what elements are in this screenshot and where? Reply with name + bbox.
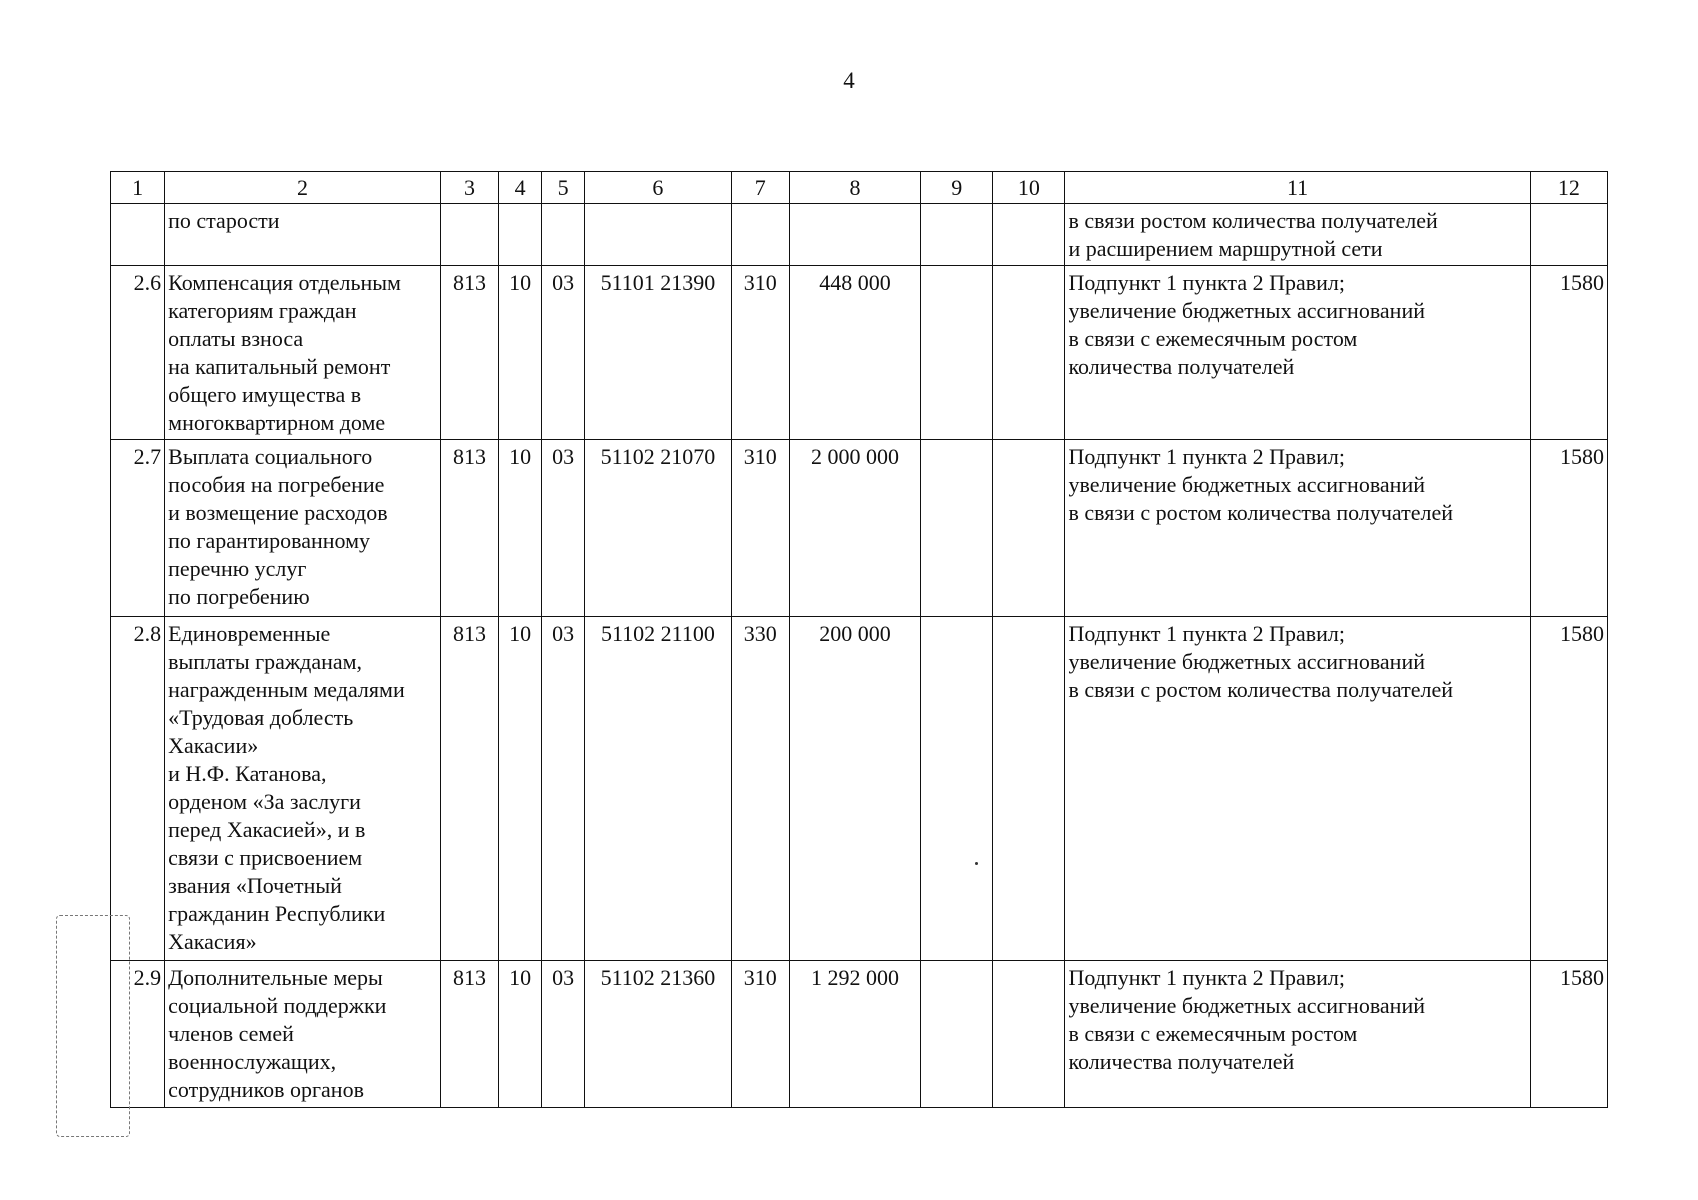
target-article-code: 51102 21100 — [585, 617, 731, 961]
header-cell: 8 — [789, 172, 920, 204]
subsection-code: 03 — [542, 266, 585, 440]
budget-table — [110, 171, 1608, 1108]
reason: Подпункт 1 пункта 2 Правил; увеличение бюджетных ассигнований в связи с ростом количества получателей — [1065, 617, 1530, 961]
ministry-code: 813 — [440, 617, 498, 961]
expense-type-code: 310 — [731, 961, 789, 1108]
col-12 — [1530, 204, 1607, 266]
reason: Подпункт 1 пункта 2 Правил; увеличение бюджетных ассигнований в связи с ежемесячным ростом количества получателей — [1065, 961, 1530, 1108]
header-cell: 1 — [111, 172, 165, 204]
ministry-code: 813 — [440, 266, 498, 440]
table-row — [111, 617, 1608, 961]
header-cell: 4 — [499, 172, 542, 204]
amount — [789, 204, 920, 266]
measure-name: по старости — [165, 204, 441, 266]
section-code — [499, 204, 542, 266]
ministry-code: 813 — [440, 440, 498, 617]
header-cell: 9 — [921, 172, 993, 204]
amount: 448 000 — [789, 266, 920, 440]
reason: Подпункт 1 пункта 2 Правил; увеличение бюджетных ассигнований в связи с ростом количества получателей — [1065, 440, 1530, 617]
col-12: 1580 — [1530, 440, 1607, 617]
ministry-code — [440, 204, 498, 266]
col-12: 1580 — [1530, 266, 1607, 440]
header-cell: 10 — [993, 172, 1065, 204]
row-number: 2.7 — [111, 440, 165, 617]
table-row — [111, 266, 1608, 440]
col-9 — [921, 266, 993, 440]
measure-name: Единовременные выплаты гражданам, награжденным медалями «Трудовая доблесть Хакасии» и Н.Ф. Катанова, орденом «За заслуги перед Хакасией», и в связи с присвоением звания «Почетный гражданин Республики Хакасия» — [165, 617, 441, 961]
measure-name: Компенсация отдельным категориям граждан оплаты взноса на капитальный ремонт общего имущества в многоквартирном доме — [165, 266, 441, 440]
col-10 — [993, 440, 1065, 617]
measure-name: Выплата социального пособия на погребение и возмещение расходов по гарантированному перечню услуг по погребению — [165, 440, 441, 617]
target-article-code: 51101 21390 — [585, 266, 731, 440]
scan-speck — [975, 862, 978, 865]
col-9 — [921, 961, 993, 1108]
section-code: 10 — [499, 266, 542, 440]
expense-type-code: 330 — [731, 617, 789, 961]
page-number: 4 — [843, 68, 855, 93]
amount: 1 292 000 — [789, 961, 920, 1108]
amount: 200 000 — [789, 617, 920, 961]
col-10 — [993, 617, 1065, 961]
section-code: 10 — [499, 440, 542, 617]
col-10 — [993, 266, 1065, 440]
registration-stamp — [56, 915, 130, 1137]
col-9 — [921, 617, 993, 961]
row-number: 2.8 — [111, 617, 165, 961]
target-article-code: 51102 21360 — [585, 961, 731, 1108]
header-cell: 3 — [440, 172, 498, 204]
header-cell: 5 — [542, 172, 585, 204]
target-article-code — [585, 204, 731, 266]
header-cell: 12 — [1530, 172, 1607, 204]
row-number: 2.9 — [111, 961, 165, 1108]
table-row — [111, 440, 1608, 617]
measure-name: Дополнительные меры социальной поддержки членов семей военнослужащих, сотрудников органов — [165, 961, 441, 1108]
col-12: 1580 — [1530, 617, 1607, 961]
section-code: 10 — [499, 617, 542, 961]
subsection-code: 03 — [542, 961, 585, 1108]
header-row — [111, 172, 1608, 204]
subsection-code: 03 — [542, 440, 585, 617]
amount: 2 000 000 — [789, 440, 920, 617]
target-article-code: 51102 21070 — [585, 440, 731, 617]
expense-type-code: 310 — [731, 266, 789, 440]
reason: Подпункт 1 пункта 2 Правил; увеличение бюджетных ассигнований в связи с ежемесячным ростом количества получателей — [1065, 266, 1530, 440]
header-cell: 7 — [731, 172, 789, 204]
col-12: 1580 — [1530, 961, 1607, 1108]
expense-type-code: 310 — [731, 440, 789, 617]
header-cell: 6 — [585, 172, 731, 204]
col-10 — [993, 961, 1065, 1108]
subsection-code: 03 — [542, 617, 585, 961]
header-cell: 2 — [165, 172, 441, 204]
col-9 — [921, 204, 993, 266]
subsection-code — [542, 204, 585, 266]
header-cell: 11 — [1065, 172, 1530, 204]
section-code: 10 — [499, 961, 542, 1108]
row-number: 2.6 — [111, 266, 165, 440]
col-10 — [993, 204, 1065, 266]
expense-type-code — [731, 204, 789, 266]
table-row — [111, 204, 1608, 266]
row-number — [111, 204, 165, 266]
reason: в связи ростом количества получателей и расширением маршрутной сети — [1065, 204, 1530, 266]
col-9 — [921, 440, 993, 617]
ministry-code: 813 — [440, 961, 498, 1108]
table-row — [111, 961, 1608, 1108]
